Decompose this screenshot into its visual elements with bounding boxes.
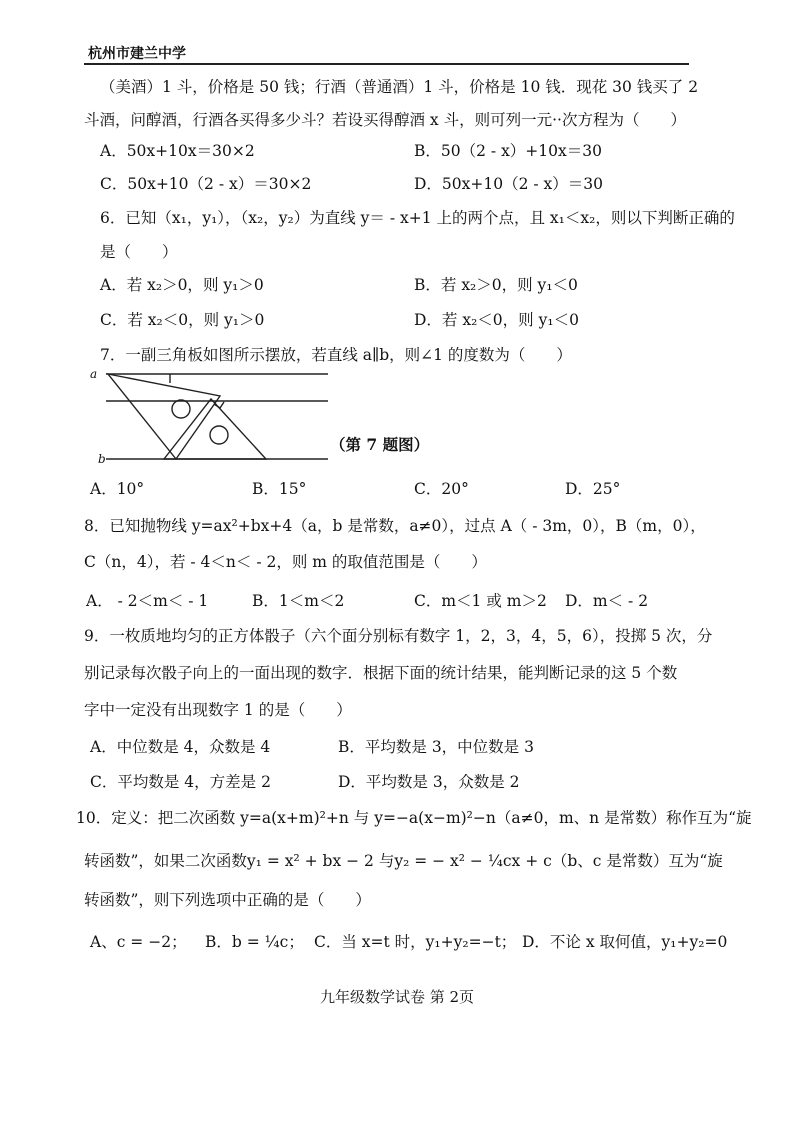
q5-option-c: C．50x+10（2 - x）＝30×2	[100, 175, 312, 193]
q6-option-b: B．若 x₂＞0，则 y₁＜0	[414, 276, 578, 294]
q9-stem-line2: 别记录每次骰子向上的一面出现的数字．根据下面的统计结果，能判断记录的这 5 个数	[84, 664, 678, 682]
q6-stem-line2: 是（ ）	[100, 243, 178, 261]
school-name: 杭州市建兰中学	[88, 46, 186, 62]
q6-stem-line1: 6．已知（x₁，y₁），（x₂，y₂）为直线 y＝ - x+1 上的两个点，且 x₁＜x₂，则以下判断正确的	[100, 209, 735, 227]
triangle-set-square-30	[108, 374, 220, 459]
q8-stem-line2: C（n，4），若 - 4＜n＜ - 2，则 m 的取值范围是（ ）	[84, 553, 487, 571]
q8-option-a: A． - 2＜m＜ - 1	[86, 592, 209, 610]
page-footer: 九年级数学试卷 第 2页	[319, 988, 475, 1006]
set-square-hole	[172, 400, 190, 418]
q6-option-a: A．若 x₂＞0，则 y₁＞0	[100, 276, 264, 294]
q8-stem-line1: 8．已知抛物线 y=ax²+bx+4（a，b 是常数，a≠0），过点 A（ - 3m，0），B（m，0），	[84, 517, 706, 535]
q10-stem-line2: 转函数”，如果二次函数y₁ = x² + bx − 2 与y₂ = − x² − ¼cx + c（b、c 是常数）互为“旋	[84, 852, 723, 870]
q7-figure	[88, 364, 338, 468]
q10-option-c: C．当 x=t 时，y₁+y₂=−t；	[314, 933, 517, 951]
q10-stem-line1: 10．定义：把二次函数 y=a(x+m)²+n 与 y=−a(x−m)²−n（a≠0，m、n 是常数）称作互为“旋	[76, 809, 752, 827]
q8-option-b: B．1＜m＜2	[252, 592, 345, 610]
q6-option-d: D．若 x₂＜0，则 y₁＜0	[414, 311, 579, 329]
q10-option-d: D．不论 x 取何值，y₁+y₂=0	[522, 933, 728, 951]
line-b-label: b	[98, 452, 106, 466]
q9-option-a: A．中位数是 4，众数是 4	[90, 738, 271, 756]
q5-option-b: B．50（2 - x）+10x＝30	[414, 142, 602, 160]
q8-option-c: C．m＜1 或 m＞2	[414, 592, 547, 610]
q10-option-a: A、c = −2；	[90, 933, 187, 951]
q7-option-d: D．25°	[565, 480, 621, 498]
q10-option-b: B．b = ¼c；	[205, 933, 304, 951]
q9-option-b: B．平均数是 3，中位数是 3	[338, 738, 534, 756]
q9-stem-line3: 字中一定没有出现数字 1 的是（ ）	[84, 701, 352, 719]
line-a-label: a	[90, 367, 98, 381]
q7-option-a: A．10°	[90, 480, 145, 498]
set-square-hole	[210, 426, 228, 444]
q7-option-c: C．20°	[414, 480, 469, 498]
q9-option-c: C．平均数是 4，方差是 2	[90, 773, 271, 791]
q7-option-b: B．15°	[252, 480, 307, 498]
q7-figure-caption: （第 7 题图）	[330, 435, 430, 454]
q8-option-d: D．m＜ - 2	[565, 592, 649, 610]
q5-option-a: A．50x+10x＝30×2	[100, 142, 255, 160]
header-rule	[84, 63, 689, 65]
q5-stem-line2: 斗酒，问醇酒，行酒各买得多少斗？若设买得醇酒 x 斗，则可列一元··次方程为（ ）	[84, 111, 686, 129]
q9-stem-line1: 9．一枚质地均匀的正方体骰子（六个面分别标有数字 1，2，3，4，5，6），投掷 5 次，分	[84, 627, 713, 645]
triangle-set-square-45	[164, 399, 266, 459]
q5-option-d: D．50x+10（2 - x）＝30	[414, 175, 604, 193]
q9-option-d: D．平均数是 3，众数是 2	[338, 773, 520, 791]
q7-stem: 7．一副三角板如图所示摆放，若直线 a∥b，则∠1 的度数为（ ）	[100, 346, 572, 364]
q6-option-c: C．若 x₂＜0，则 y₁＞0	[100, 311, 265, 329]
q5-stem-line1: （美酒）1 斗，价格是 50 钱；行酒（普通酒）1 斗，价格是 10 钱．现花 30 钱买了 2	[100, 78, 699, 96]
q10-stem-line3: 转函数”，则下列选项中正确的是（ ）	[84, 891, 371, 909]
